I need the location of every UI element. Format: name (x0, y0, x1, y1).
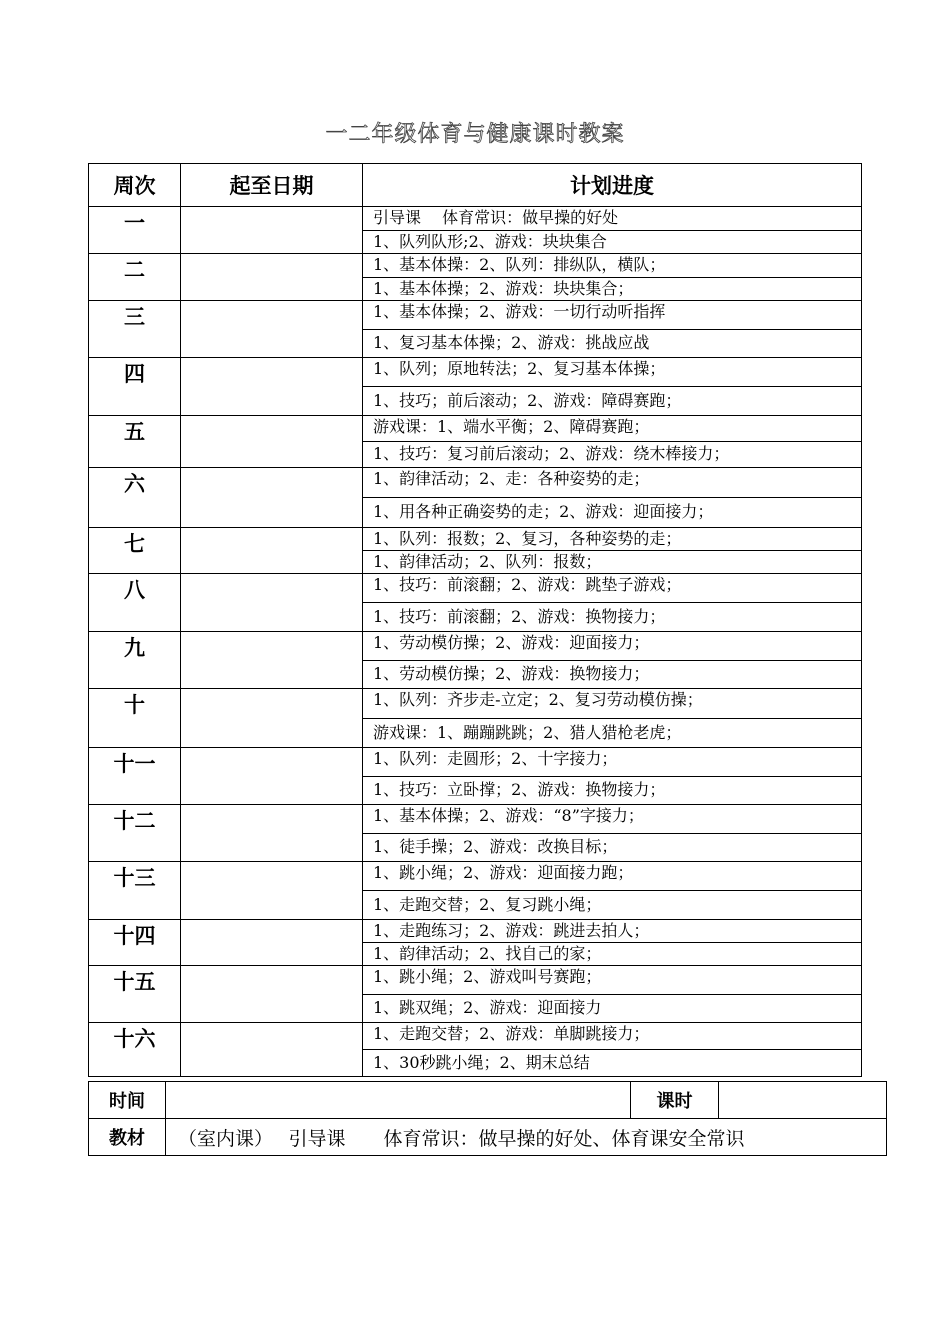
week-dates (181, 966, 363, 1023)
week-plan (363, 528, 862, 574)
week-number: 十 (89, 689, 181, 748)
week-number: 六 (89, 468, 181, 528)
week-row (89, 632, 862, 689)
plan-line: 引导课 体育常识：做早操的好处 (373, 208, 619, 227)
week-row (89, 805, 862, 862)
week-row (89, 966, 862, 1023)
week-dates (181, 1023, 363, 1077)
plan-line: 1、走跑练习；2、游戏：跳进去拍人； (373, 921, 650, 940)
week-plan (363, 689, 862, 748)
footer-material-row (89, 1119, 887, 1156)
plan-line: 1、跳小绳；2、游戏：迎面接力跑； (373, 863, 634, 882)
plan-line: 1、基本体操；2、游戏：块块集合； (363, 277, 861, 300)
week-dates (181, 358, 363, 416)
week-row (89, 862, 862, 920)
week-plan (363, 966, 862, 1023)
period-label: 课时 (631, 1082, 719, 1119)
week-number: 二 (89, 254, 181, 301)
material-label: 教材 (89, 1119, 166, 1156)
header-week: 周次 (89, 164, 181, 207)
week-number: 十三 (89, 862, 181, 920)
week-number: 一 (89, 207, 181, 254)
plan-body (89, 207, 862, 1077)
week-row (89, 468, 862, 528)
week-number: 十六 (89, 1023, 181, 1077)
week-plan (363, 207, 862, 254)
week-plan (363, 358, 862, 416)
week-dates (181, 528, 363, 574)
week-dates (181, 748, 363, 805)
week-row (89, 748, 862, 805)
week-row (89, 689, 862, 748)
week-row (89, 254, 862, 301)
plan-line: 1、技巧：立卧撑；2、游戏：换物接力； (363, 776, 861, 804)
plan-line: 1、跳双绳；2、游戏：迎面接力 (363, 994, 861, 1022)
week-number: 五 (89, 416, 181, 468)
plan-line: 1、30秒跳小绳；2、期末总结 (363, 1049, 861, 1076)
week-number: 九 (89, 632, 181, 689)
week-number: 七 (89, 528, 181, 574)
period-value (719, 1082, 887, 1119)
week-dates (181, 207, 363, 254)
material-value: （室内课） 引导课 体育常识：做早操的好处、体育课安全常识 (166, 1119, 887, 1156)
week-dates (181, 689, 363, 748)
plan-line: 1、走跑交替；2、复习跳小绳； (363, 890, 861, 919)
week-plan (363, 254, 862, 301)
footer-table (88, 1081, 887, 1156)
plan-line: 1、技巧：前滚翻；2、游戏：跳垫子游戏； (373, 575, 682, 594)
header-plan: 计划进度 (363, 164, 862, 207)
week-plan (363, 748, 862, 805)
week-plan (363, 862, 862, 920)
plan-line: 1、队列队形;2、游戏：块块集合 (363, 230, 861, 253)
week-row (89, 207, 862, 254)
week-plan (363, 416, 862, 468)
week-plan (363, 805, 862, 862)
plan-line: 游戏课：1、端水平衡；2、障碍赛跑； (373, 417, 650, 436)
week-row (89, 1023, 862, 1077)
plan-line: 1、队列：走圆形；2、十字接力； (373, 749, 618, 768)
week-plan (363, 920, 862, 966)
week-row (89, 416, 862, 468)
plan-table (88, 163, 862, 1077)
plan-line: 1、基本体操；2、游戏：“8”字接力； (373, 806, 644, 825)
header-dates: 起至日期 (181, 164, 363, 207)
week-dates (181, 301, 363, 358)
plan-line: 1、基本体操：2、队列：排纵队，横队； (373, 255, 666, 274)
plan-line: 1、徒手操；2、游戏：改换目标； (363, 833, 861, 861)
week-row (89, 301, 862, 358)
week-dates (181, 468, 363, 528)
week-number: 十二 (89, 805, 181, 862)
plan-line: 1、用各种正确姿势的走；2、游戏：迎面接力； (363, 497, 861, 527)
time-value (166, 1082, 631, 1119)
week-dates (181, 416, 363, 468)
time-label: 时间 (89, 1082, 166, 1119)
week-number: 三 (89, 301, 181, 358)
week-dates (181, 920, 363, 966)
week-plan (363, 468, 862, 528)
week-dates (181, 254, 363, 301)
week-number: 四 (89, 358, 181, 416)
week-row (89, 528, 862, 574)
header-row (89, 164, 862, 207)
plan-line: 1、队列：齐步走-立定；2、复习劳动模仿操； (373, 690, 703, 709)
plan-line: 1、队列；原地转法；2、复习基本体操； (373, 359, 666, 378)
plan-line: 1、跳小绳；2、游戏叫号赛跑； (373, 967, 602, 986)
week-number: 八 (89, 574, 181, 632)
week-plan (363, 1023, 862, 1077)
week-dates (181, 805, 363, 862)
footer-time-row (89, 1082, 887, 1119)
plan-line: 1、基本体操；2、游戏：一切行动听指挥 (373, 302, 666, 321)
week-dates (181, 862, 363, 920)
week-number: 十五 (89, 966, 181, 1023)
week-number: 十一 (89, 748, 181, 805)
page-title: 一二年级体育与健康课时教案 (325, 122, 625, 147)
plan-line: 1、队列：报数；2、复习，各种姿势的走； (373, 529, 682, 548)
week-row (89, 358, 862, 416)
plan-line: 1、韵律活动；2、找自己的家； (363, 942, 861, 965)
plan-line: 1、复习基本体操；2、游戏：挑战应战 (363, 329, 861, 357)
plan-line: 1、劳动模仿操；2、游戏：换物接力； (363, 660, 861, 688)
plan-line: 1、韵律活动；2、队列：报数； (363, 550, 861, 573)
week-dates (181, 632, 363, 689)
plan-line: 1、技巧：前滚翻；2、游戏：换物接力； (363, 602, 861, 631)
week-row (89, 920, 862, 966)
week-plan (363, 574, 862, 632)
plan-line: 1、技巧；前后滚动；2、游戏：障碍赛跑； (363, 386, 861, 415)
plan-line: 1、劳动模仿操；2、游戏：迎面接力； (373, 633, 650, 652)
week-plan (363, 632, 862, 689)
week-row (89, 574, 862, 632)
week-dates (181, 574, 363, 632)
plan-line: 1、走跑交替；2、游戏：单脚跳接力； (373, 1024, 650, 1043)
plan-line: 1、技巧：复习前后滚动；2、游戏：绕木棒接力； (363, 441, 861, 467)
plan-line: 游戏课：1、蹦蹦跳跳；2、猎人猎枪老虎； (363, 718, 861, 747)
week-plan (363, 301, 862, 358)
plan-line: 1、韵律活动；2、走：各种姿势的走； (373, 469, 650, 488)
week-number: 十四 (89, 920, 181, 966)
